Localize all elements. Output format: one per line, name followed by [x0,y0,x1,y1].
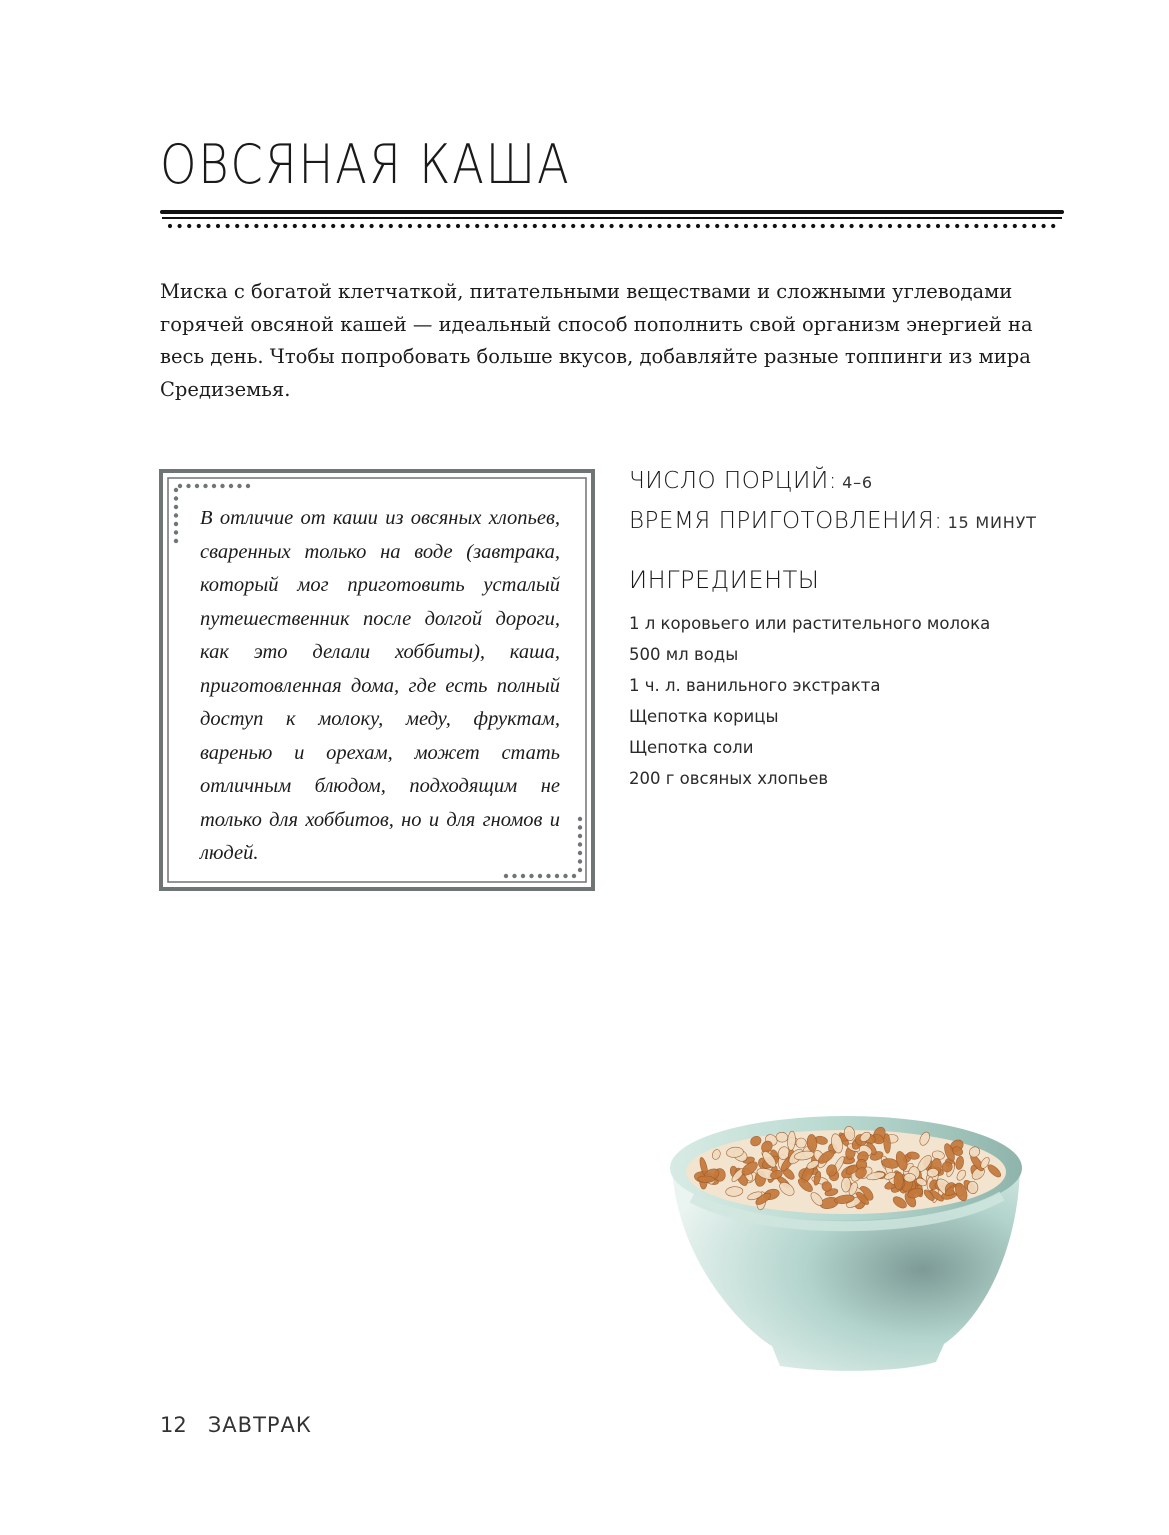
ingredients-heading: ИНГРЕДИЕНТЫ [629,566,820,594]
cook-time-value: 15 МИНУТ [947,513,1037,532]
oatmeal-bowl-illustration [652,1086,1032,1372]
section-name: ЗАВТРАК [207,1413,312,1437]
servings-line [629,468,1129,494]
ingredient-item: Щепотка корицы [629,707,779,726]
sidebar-note: В отличие от каши из овсяных хлопьев, сваренных только на воде (завтрака, который мог приготовить усталый путешественник после долгой дороги, как это делали хоббиты), каша, приготовленная дома, где есть полный доступ к молоку, меду, фруктам, варенью и орехам, может стать отличным блюдом, подходящим не только для хоббитов, но и для гномов и людей. [200,507,560,864]
ingredient-item: 1 ч. л. ванильного экстракта [629,676,881,695]
servings-label: ЧИСЛО ПОРЦИЙ: [629,468,837,494]
ingredient-item: 200 г овсяных хлопьев [629,769,829,788]
page-title: ОВСЯНАЯ КАША [160,133,571,196]
cook-time-label: ВРЕМЯ ПРИГОТОВЛЕНИЯ: [629,508,943,534]
servings-value: 4–6 [842,473,873,492]
cook-time-line [629,508,1129,534]
intro-paragraph: Миска с богатой клетчаткой, питательными веществами и сложными углеводами горячей овсяной кашей — идеальный способ пополнить свой организм энергией на весь день. Чтобы попробовать больше вкусов, добавляйте разные топпинги из мира Средиземья. [160,280,1033,401]
ingredient-item: 500 мл воды [629,645,739,664]
ingredient-item: 1 л коровьего или растительного молока [629,614,991,633]
ingredients-list [629,608,990,794]
ingredient-item: Щепотка соли [629,738,754,757]
page-footer [160,1413,312,1437]
title-divider [160,208,1064,232]
page-number: 12 [160,1413,187,1437]
